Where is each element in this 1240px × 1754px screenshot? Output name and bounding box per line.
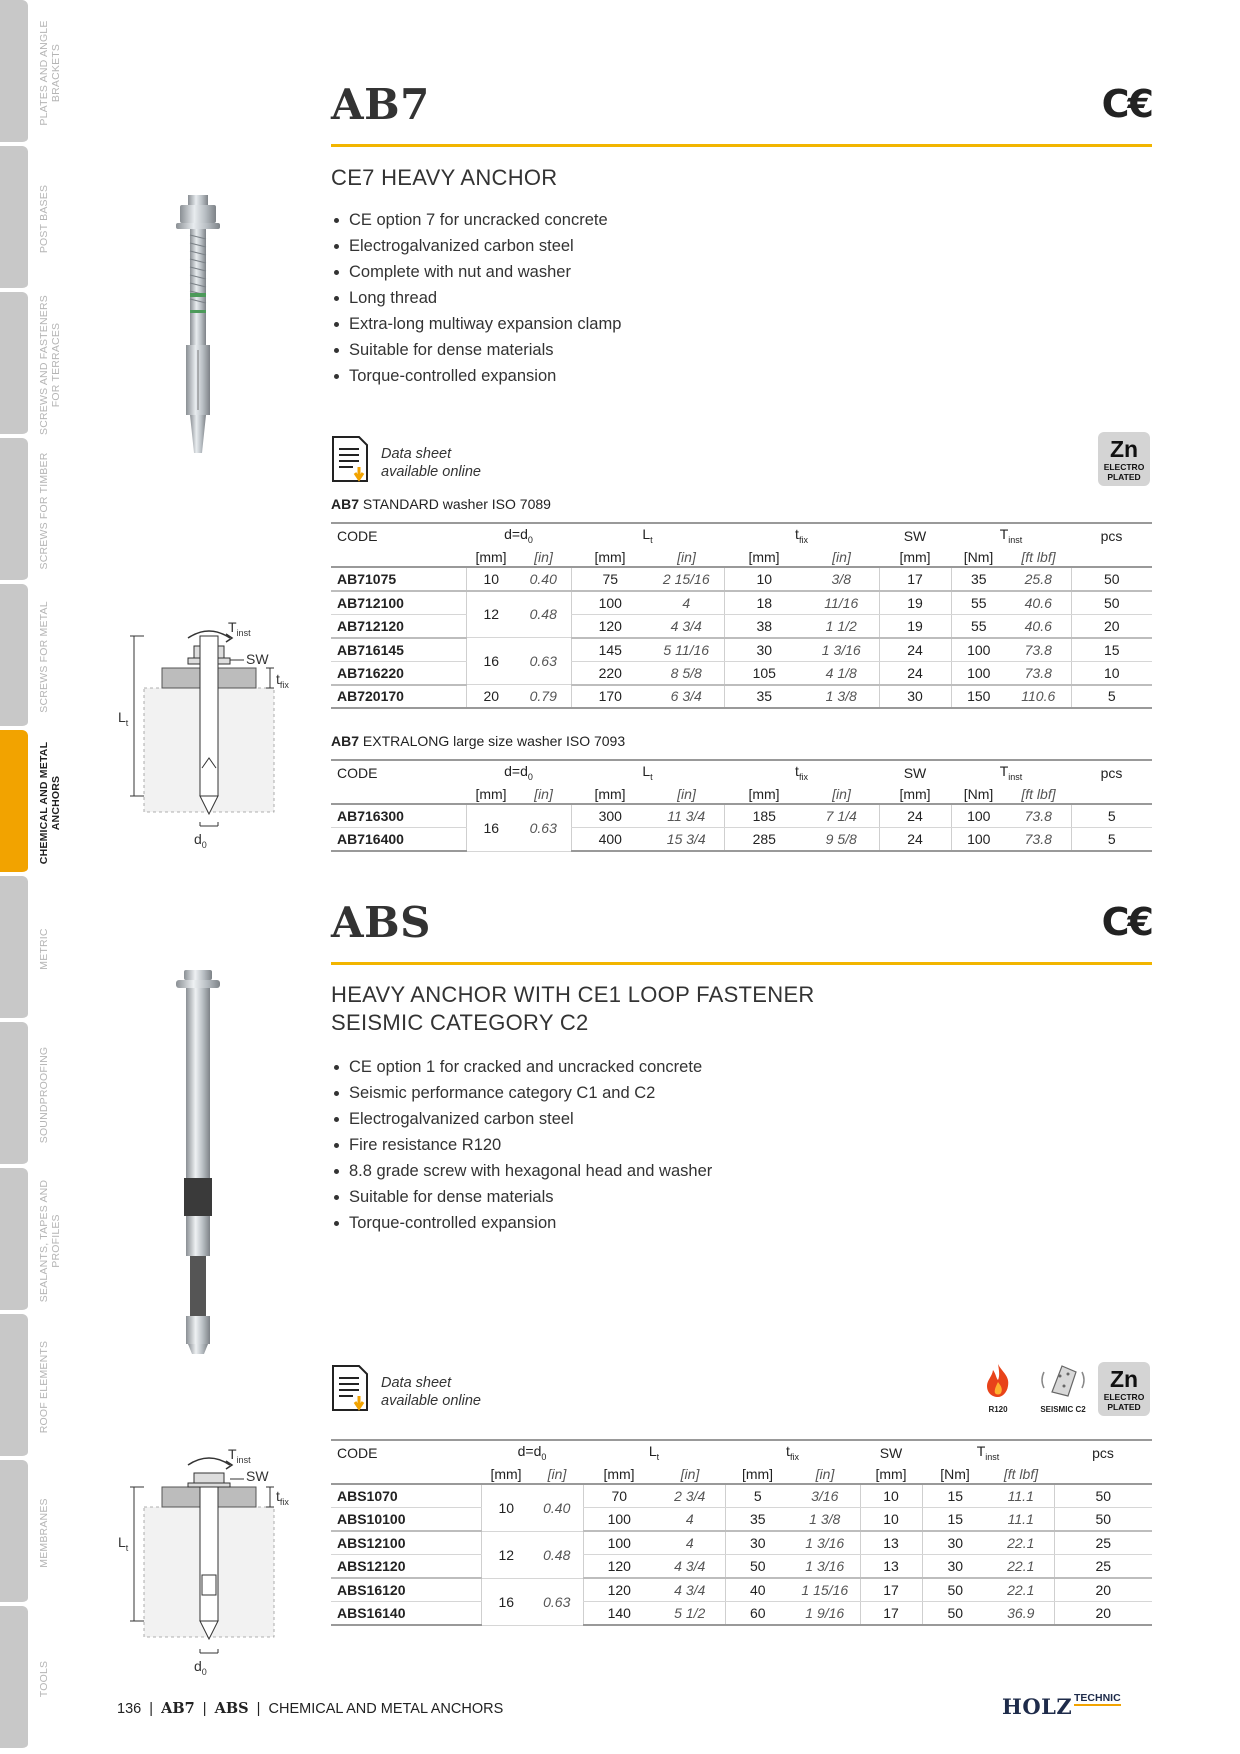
table-cell: 0.63 — [516, 804, 571, 851]
table-cell: 40.6 — [1006, 591, 1071, 615]
table-cell: 17 — [879, 567, 951, 591]
table-cell: 16 — [466, 638, 516, 685]
table-cell: 25 — [1054, 1531, 1152, 1555]
table-cell: 100 — [571, 591, 649, 615]
section-tab-label: ROOF ELEMENTS — [38, 1340, 50, 1434]
table-cell: 100 — [583, 1531, 655, 1555]
table-cell: 40 — [725, 1578, 790, 1602]
table-cell: 220 — [571, 661, 649, 685]
table-cell: 30 — [922, 1555, 988, 1579]
table-cell: 30 — [879, 685, 951, 709]
table-cell: 55 — [951, 614, 1006, 638]
table-cell: 0.79 — [516, 685, 571, 709]
table-cell: 11 3/4 — [649, 804, 724, 828]
table-cell: 5 — [1071, 804, 1152, 828]
table-cell: 100 — [583, 1508, 655, 1532]
ab7-standard-table: CODE $d=d_0$ $L_t$ $t_{fix}$ SW $T_{inst}$ pcs [mm] [in] [mm] [in] [mm] [in] [mm] [Nm] [ft lbf] AB71075 10 0.40 75 2 15/16 10 3/8 17 35 25.8 50 AB712100 12 0.48 100 4 18 11/16 19 55 40.6 50 AB712120 120 4 3/4 38 1 1/2 19 55 40.6 20 AB716145 16 0.63 145 5 11/16 30 1 3/16 24 100 73.8 15 AB716220 220 8 5/8 105 4 1/8 24 100 73.8 10 AB720170 20 0.79 170 6 3/4 35 1 3/8 30 150 110.6 5 — [331, 522, 1152, 709]
section-tab[interactable] — [0, 1168, 28, 1312]
table-cell: 10 — [1071, 661, 1152, 685]
section-tab-label: SCREWS FOR METAL — [38, 601, 50, 713]
datasheet-link-ab7[interactable] — [331, 435, 531, 485]
datasheet-link-abs[interactable] — [331, 1364, 531, 1414]
svg-text:tfix: $t_{fix}$ — [276, 671, 289, 690]
table-row — [331, 1508, 1152, 1532]
table-cell: 1 1/2 — [804, 614, 879, 638]
section-tab-label: CHEMICAL AND METAL ANCHORS — [38, 741, 62, 865]
table-cell: 22.1 — [988, 1555, 1054, 1579]
section-tab[interactable] — [0, 1606, 28, 1750]
table-cell: 35 — [951, 567, 1006, 591]
table-cell: 4 — [655, 1508, 725, 1532]
datasheet-label: available online — [381, 1393, 481, 1409]
seismic-icon — [1038, 1362, 1088, 1398]
table-cell: 2 15/16 — [649, 567, 724, 591]
table-cell: 15 — [922, 1508, 988, 1532]
table-cell: 4 3/4 — [655, 1578, 725, 1602]
table-cell: AB716300 — [331, 804, 466, 828]
table-cell: 25.8 — [1006, 567, 1071, 591]
table-row — [331, 1531, 1152, 1555]
table-cell: 10 — [481, 1484, 531, 1531]
product-title-ab7: AB7 — [331, 80, 430, 129]
table-cell: 22.1 — [988, 1531, 1054, 1555]
feature-list-abs — [331, 1054, 712, 1236]
svg-text:d0: $d_0$ — [194, 831, 207, 850]
table-cell: 10 — [466, 567, 516, 591]
table-cell: 0.48 — [516, 591, 571, 638]
table-cell: AB712120 — [331, 614, 466, 638]
table-cell: AB716145 — [331, 638, 466, 662]
table-cell: 11.1 — [988, 1484, 1054, 1508]
feature-item: Suitable for dense materials — [331, 337, 621, 363]
feature-item: Fire resistance R120 — [331, 1132, 712, 1158]
table-cell: ABS16120 — [331, 1578, 481, 1602]
divider — [331, 962, 1152, 965]
table-row — [331, 1484, 1152, 1508]
table-cell: 140 — [583, 1602, 655, 1626]
feature-item: CE option 7 for uncracked concrete — [331, 207, 621, 233]
table-cell: 5 11/16 — [649, 638, 724, 662]
table-cell: 35 — [724, 685, 804, 709]
table-row — [331, 1602, 1152, 1626]
table-cell: 11.1 — [988, 1508, 1054, 1532]
table-cell: 100 — [951, 638, 1006, 662]
table-cell: 4 — [655, 1531, 725, 1555]
table-cell: 300 — [571, 804, 649, 828]
table-cell: 0.40 — [531, 1484, 583, 1531]
table-cell: 36.9 — [988, 1602, 1054, 1626]
table-cell: ABS1070 — [331, 1484, 481, 1508]
feature-item: Long thread — [331, 285, 621, 311]
svg-text:tfix: $t_{fix}$ — [276, 1488, 289, 1507]
table-cell: 11/16 — [804, 591, 879, 615]
table-cell: 10 — [860, 1484, 922, 1508]
table-cell: 4 1/8 — [804, 661, 879, 685]
zn-electroplated-badge: Zn ELECTRO PLATED — [1098, 1362, 1150, 1416]
section-sidebar — [0, 0, 62, 1754]
datasheet-label: available online — [381, 464, 481, 480]
feature-item: Torque-controlled expansion — [331, 1210, 712, 1236]
table-cell: 4 3/4 — [649, 614, 724, 638]
table-cell: 50 — [1054, 1508, 1152, 1532]
table-cell: 5 — [725, 1484, 790, 1508]
table-cell: 25 — [1054, 1555, 1152, 1579]
section-tab-label: SCREWS FOR TIMBER — [38, 452, 50, 570]
section-tab[interactable] — [0, 438, 28, 582]
table-cell: 75 — [571, 567, 649, 591]
table-cell: 1 3/8 — [790, 1508, 860, 1532]
page-footer: 136 | AB7 | ABS | CHEMICAL AND METAL ANCHORS — [117, 1700, 504, 1717]
table-cell: 5 1/2 — [655, 1602, 725, 1626]
section-tab[interactable] — [0, 584, 28, 728]
ce-mark-icon: C€ — [1101, 900, 1152, 944]
ab7-extralong-table: CODE $d=d_0$ $L_t$ $t_{fix}$ SW $T_{inst}$ pcs [mm] [in] [mm] [in] [mm] [in] [mm] [Nm] [ft lbf] AB716300 16 0.63 300 11 3/4 185 7 1/4 24 100 73.8 5 AB716400 400 15 3/4 285 9 5/8 24 100 73.8 5 — [331, 759, 1152, 852]
table-cell: 19 — [879, 591, 951, 615]
table-cell: 73.8 — [1006, 638, 1071, 662]
table-cell: 73.8 — [1006, 828, 1071, 852]
table-cell: 10 — [860, 1508, 922, 1532]
section-tab-label: POST BASES — [38, 184, 50, 254]
svg-text:Tinst: $T_{inst}$ — [228, 619, 251, 638]
table-cell: 1 15/16 — [790, 1578, 860, 1602]
table-cell: 60 — [725, 1602, 790, 1626]
table-cell: 0.63 — [516, 638, 571, 685]
table-cell: 20 — [1054, 1602, 1152, 1626]
table-cell: 4 3/4 — [655, 1555, 725, 1579]
table-cell: 4 — [649, 591, 724, 615]
abs-anchor-image — [168, 970, 228, 1355]
product-title-abs: ABS — [331, 898, 431, 947]
ce-mark-icon: C€ — [1101, 82, 1152, 126]
table-row — [331, 567, 1152, 591]
table-cell: 20 — [1054, 1578, 1152, 1602]
table-cell: 185 — [724, 804, 804, 828]
feature-list-ab7 — [331, 207, 621, 389]
section-tab-label: MEMBRANES — [38, 1498, 50, 1568]
table-cell: 40.6 — [1006, 614, 1071, 638]
datasheet-label: Data sheet — [381, 446, 452, 462]
table-cell: 6 3/4 — [649, 685, 724, 709]
table-cell: 100 — [951, 804, 1006, 828]
table-cell: 15 3/4 — [649, 828, 724, 852]
table-cell: 16 — [466, 804, 516, 851]
table-cell: 0.63 — [531, 1578, 583, 1625]
table-cell: 120 — [583, 1555, 655, 1579]
table-cell: 1 3/8 — [804, 685, 879, 709]
table-row — [331, 685, 1152, 709]
table-cell: AB71075 — [331, 567, 466, 591]
table-cell: 5 — [1071, 685, 1152, 709]
feature-item: 8.8 grade screw with hexagonal head and washer — [331, 1158, 712, 1184]
table-cell: 1 3/16 — [790, 1531, 860, 1555]
section-tab[interactable] — [0, 1460, 28, 1604]
table-cell: AB712100 — [331, 591, 466, 615]
svg-text:SW: SW — [246, 651, 269, 667]
table-cell: 70 — [583, 1484, 655, 1508]
table-cell: 17 — [860, 1578, 922, 1602]
brand-logo: HOLZ TECHNIC — [1002, 1692, 1121, 1719]
table-cell: 110.6 — [1006, 685, 1071, 709]
table-row — [331, 638, 1152, 662]
section-tab[interactable] — [0, 1022, 28, 1166]
table-cell: 19 — [879, 614, 951, 638]
table-cell: 73.8 — [1006, 661, 1071, 685]
fire-resistance-badge: R120 — [978, 1362, 1018, 1414]
table-cell: 3/16 — [790, 1484, 860, 1508]
table-cell: 50 — [725, 1555, 790, 1579]
table-cell: 50 — [922, 1602, 988, 1626]
table-cell: 50 — [922, 1578, 988, 1602]
table-cell: 15 — [1071, 638, 1152, 662]
table-cell: 8 5/8 — [649, 661, 724, 685]
table-row — [331, 804, 1152, 828]
section-tab-label: TOOLS — [38, 1660, 50, 1698]
table-cell: 10 — [724, 567, 804, 591]
svg-text:Tinst: $T_{inst}$ — [228, 1447, 251, 1465]
table-cell: 30 — [724, 638, 804, 662]
table-cell: 15 — [922, 1484, 988, 1508]
table-cell: 120 — [571, 614, 649, 638]
abs-installation-diagram — [118, 1447, 308, 1687]
table-cell: 400 — [571, 828, 649, 852]
table-cell: 1 3/16 — [790, 1555, 860, 1579]
table-cell: 105 — [724, 661, 804, 685]
table-cell: 1 9/16 — [790, 1602, 860, 1626]
feature-item: Seismic performance category C1 and C2 — [331, 1080, 712, 1106]
section-tab[interactable] — [0, 876, 28, 1020]
table-cell: 50 — [1071, 591, 1152, 615]
table-cell: 0.48 — [531, 1531, 583, 1578]
table-cell: 18 — [724, 591, 804, 615]
table-caption: AB7 EXTRALONG large size washer ISO 7093 — [331, 733, 626, 749]
document-download-icon — [331, 435, 369, 483]
table-cell: 120 — [583, 1578, 655, 1602]
feature-item: Complete with nut and washer — [331, 259, 621, 285]
table-row — [331, 661, 1152, 685]
ab7-installation-diagram — [118, 618, 308, 858]
table-cell: 73.8 — [1006, 804, 1071, 828]
section-tab-label: SEALANTS, TAPES AND PROFILES — [38, 1179, 62, 1303]
feature-item: Torque-controlled expansion — [331, 363, 621, 389]
flame-icon — [982, 1362, 1014, 1398]
table-cell: 20 — [1071, 614, 1152, 638]
table-cell: 12 — [481, 1531, 531, 1578]
table-cell: 5 — [1071, 828, 1152, 852]
table-cell: 1 3/16 — [804, 638, 879, 662]
table-cell: AB716400 — [331, 828, 466, 852]
product-subtitle-abs: HEAVY ANCHOR WITH CE1 LOOP FASTENER SEISMIC CATEGORY C2 — [331, 982, 815, 1035]
feature-item: Electrogalvanized carbon steel — [331, 1106, 712, 1132]
feature-item: Extra-long multiway expansion clamp — [331, 311, 621, 337]
section-tab[interactable] — [0, 0, 28, 144]
table-cell: 22.1 — [988, 1578, 1054, 1602]
feature-item: Electrogalvanized carbon steel — [331, 233, 621, 259]
table-cell: 17 — [860, 1602, 922, 1626]
table-cell: 170 — [571, 685, 649, 709]
table-cell: 3/8 — [804, 567, 879, 591]
table-cell: 150 — [951, 685, 1006, 709]
table-cell: ABS16140 — [331, 1602, 481, 1626]
table-cell: 16 — [481, 1578, 531, 1625]
table-cell: 100 — [951, 661, 1006, 685]
datasheet-label: Data sheet — [381, 1375, 452, 1391]
section-tab-label: SCREWS AND FASTENERS FOR TERRACES — [38, 295, 62, 435]
svg-text:Lt: $L_t$ — [118, 1534, 129, 1553]
table-cell: 9 5/8 — [804, 828, 879, 852]
seismic-badge: SEISMIC C2 — [1034, 1362, 1092, 1414]
table-cell: 285 — [724, 828, 804, 852]
abs-table: CODE $d=d_0$ $L_t$ $t_{fix}$ SW $T_{inst}$ pcs [mm] [in] [mm] [in] [mm] [in] [mm] [Nm] [ft lbf] ABS1070 10 0.40 70 2 3/4 5 3/16 10 15 11.1 50 ABS10100 100 4 35 1 3/8 10 15 11.1 50 ABS12100 12 0.48 100 4 30 1 3/16 13 30 22.1 25 ABS12120 120 4 3/4 50 1 3/16 13 30 22.1 25 ABS16120 16 0.63 120 4 3/4 40 1 15/16 17 50 22.1 20 ABS16140 140 5 1/2 60 1 9/16 17 50 36.9 20 — [331, 1439, 1152, 1626]
table-cell: 12 — [466, 591, 516, 638]
table-cell: 24 — [879, 638, 951, 662]
table-cell: 24 — [879, 661, 951, 685]
table-cell: AB716220 — [331, 661, 466, 685]
section-tab[interactable] — [0, 146, 28, 290]
table-cell: 24 — [879, 828, 951, 852]
table-row — [331, 1555, 1152, 1579]
svg-text:SW: SW — [246, 1468, 269, 1484]
page-number: 136 — [117, 1701, 142, 1717]
svg-text:Lt: $L_t$ — [118, 709, 129, 728]
table-cell: 55 — [951, 591, 1006, 615]
svg-text:d0: $d_0$ — [194, 1658, 207, 1677]
table-row — [331, 614, 1152, 638]
table-row — [331, 591, 1152, 615]
table-cell: 50 — [1054, 1484, 1152, 1508]
table-cell: ABS12120 — [331, 1555, 481, 1579]
table-cell: 7 1/4 — [804, 804, 879, 828]
table-cell: 30 — [725, 1531, 790, 1555]
table-row — [331, 1578, 1152, 1602]
table-cell: ABS10100 — [331, 1508, 481, 1532]
divider — [331, 144, 1152, 147]
section-tab-label: PLATES AND ANGLE BRACKETS — [38, 20, 62, 126]
ab7-anchor-image — [168, 195, 228, 460]
table-cell: 30 — [922, 1531, 988, 1555]
table-cell: 100 — [951, 828, 1006, 852]
table-row — [331, 828, 1152, 852]
table-cell: AB720170 — [331, 685, 466, 709]
table-cell: 2 3/4 — [655, 1484, 725, 1508]
table-caption: AB7 STANDARD washer ISO 7089 — [331, 496, 551, 512]
table-cell: 145 — [571, 638, 649, 662]
zn-electroplated-badge: Zn ELECTRO PLATED — [1098, 432, 1150, 486]
table-cell: 38 — [724, 614, 804, 638]
section-tab[interactable] — [0, 1314, 28, 1458]
table-cell: 35 — [725, 1508, 790, 1532]
product-subtitle-ab7: CE7 HEAVY ANCHOR — [331, 165, 558, 190]
section-tab[interactable] — [0, 730, 28, 874]
table-cell: 50 — [1071, 567, 1152, 591]
table-cell: 13 — [860, 1531, 922, 1555]
document-download-icon — [331, 1364, 369, 1412]
table-cell: 24 — [879, 804, 951, 828]
section-tab-label: SOUNDPROOFING — [38, 1046, 50, 1144]
table-cell: 0.40 — [516, 567, 571, 591]
feature-item: CE option 1 for cracked and uncracked concrete — [331, 1054, 712, 1080]
section-tab[interactable] — [0, 292, 28, 436]
section-tab-label: METRIC — [38, 928, 50, 970]
table-cell: 20 — [466, 685, 516, 709]
table-cell: 13 — [860, 1555, 922, 1579]
table-cell: ABS12100 — [331, 1531, 481, 1555]
feature-item: Suitable for dense materials — [331, 1184, 712, 1210]
